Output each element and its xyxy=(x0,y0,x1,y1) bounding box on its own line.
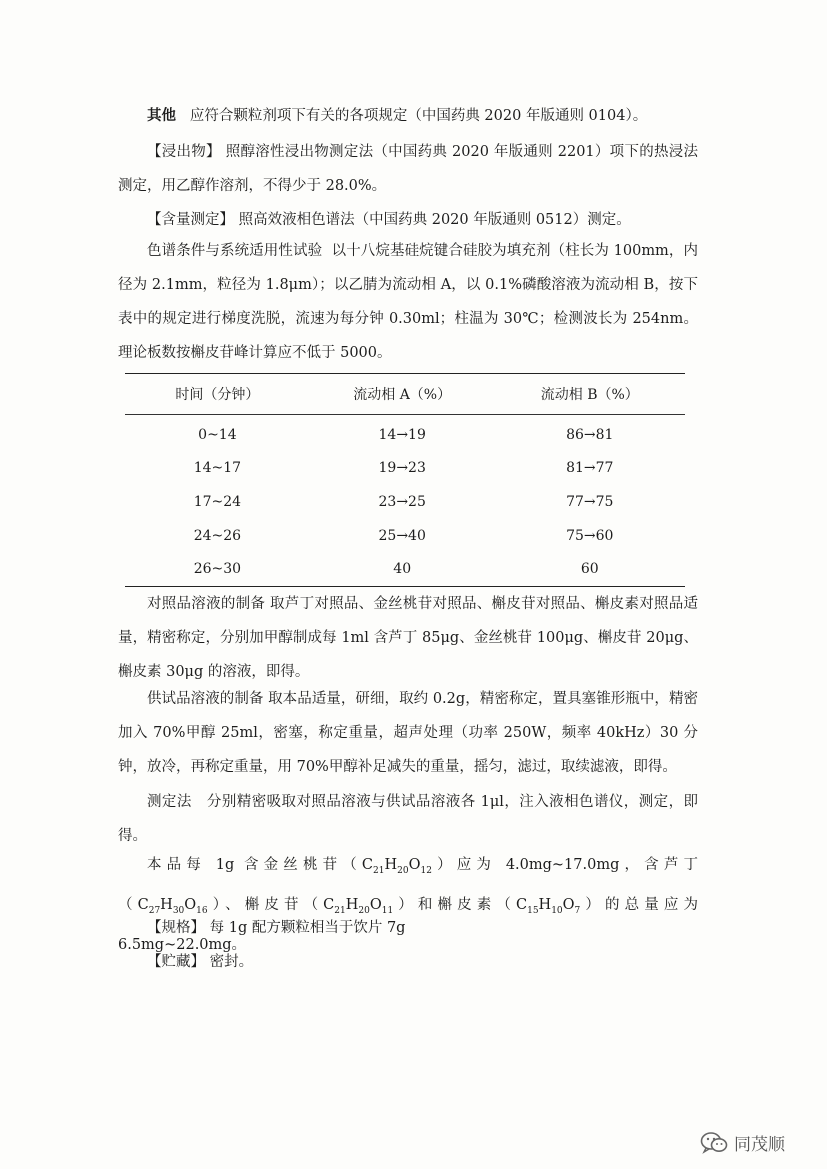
paragraph-content-limits: 本品每 1g 含金丝桃苷$(C_{21}H_{20}O_{12})$应为 4.0mg~17.0mg，含芦丁$(C_{27}H_{30}O_{16})$、槲皮苷$(C_{21}H_{20}O_{11})$和槲皮素$(C_{15}H_{10}O_7)$的总量应为 6.5mg~22.0mg。 xyxy=(118,857,698,953)
paragraph-procedure xyxy=(118,785,698,853)
table-cell: 0~14 xyxy=(198,426,237,443)
section-label: 供试品溶液的制备 xyxy=(147,691,264,707)
paragraph-assay xyxy=(118,203,698,237)
table-cell: 23→25 xyxy=(378,493,426,510)
paragraph-text: 取芦丁对照品、金丝桃苷对照品、槲皮苷对照品、槲皮素对照品适量，精密称定，分别加甲醇制成每 1ml 含芦丁 85μg、金丝桃苷 100μg、槲皮苷 20μg、槲皮素 30μg 的溶液，即得。 xyxy=(118,596,699,680)
gradient-table xyxy=(125,373,685,587)
paragraph-text: 分别精密吸取对照品溶液与供试品溶液各 1μl，注入液相色谱仪，测定，即得。 xyxy=(118,794,699,844)
paragraph-text: 取本品适量，研细，取约 0.2g，精密称定，置具塞锥形瓶中，精密加入 70%甲醇 25ml，密塞，称定重量，超声处理（功率 250W，频率 40kHz）30 分钟，放冷，再称定重量，用 70%甲醇补足减失的重量，摇匀，滤过，取续滤液，即得。 xyxy=(118,691,699,775)
table-cell: 77→75 xyxy=(566,493,614,510)
table-header: 流动相 B（%） xyxy=(540,387,639,403)
table-cell: 19→23 xyxy=(378,460,426,477)
table-row xyxy=(125,485,685,519)
watermark-text: 同茂顺 xyxy=(734,1135,785,1155)
paragraph-extract xyxy=(118,135,698,203)
section-label: 【贮藏】 xyxy=(147,954,205,970)
section-label: 对照品溶液的制备 xyxy=(147,596,266,612)
wechat-icon xyxy=(700,1131,728,1155)
table-cell: 17~24 xyxy=(193,493,242,510)
paragraph-text: 照高效液相色谱法（中国药典 2020 年版通则 0512）测定。 xyxy=(238,212,631,228)
table-row xyxy=(125,519,685,553)
section-label: 【含量测定】 xyxy=(147,212,234,228)
table-header-row xyxy=(125,374,685,415)
table-cell: 60 xyxy=(580,561,599,578)
table-row xyxy=(125,452,685,486)
table-cell: 14→19 xyxy=(378,426,426,443)
paragraph-chromatography xyxy=(118,234,698,370)
table-row xyxy=(125,552,685,586)
table-cell: 24~26 xyxy=(193,527,242,544)
table-header: 时间（分钟） xyxy=(175,387,260,403)
paragraph-reference-solution xyxy=(118,587,698,689)
table-cell: 26~30 xyxy=(193,561,242,578)
table-cell: 86→81 xyxy=(566,426,614,443)
table-cell: 75→60 xyxy=(566,527,614,544)
table-header: 流动相 A（%） xyxy=(353,387,452,403)
paragraph-text: 照醇溶性浸出物测定法（中国药典 2020 年版通则 2201）项下的热浸法测定，用乙醇作溶剂，不得少于 28.0%。 xyxy=(118,144,698,194)
paragraph-text: 应符合颗粒剂项下有关的各项规定（中国药典 2020 年版通则 0104）。 xyxy=(189,108,648,124)
section-label: 【浸出物】 xyxy=(147,144,221,160)
paragraph-test-solution xyxy=(118,682,698,784)
section-label: 测定法 xyxy=(147,794,192,810)
paragraph-other xyxy=(118,99,698,133)
section-label: 色谱条件与系统适用性试验 xyxy=(147,243,323,259)
paragraph-text: 以十八烷基硅烷键合硅胶为填充剂（柱长为 100mm，内径为 2.1mm，粒径为 1.8μm）；以乙腈为流动相 A，以 0.1%磷酸溶液为流动相 B，按下表中的规定进行梯度洗脱，流速为每分钟 0.30ml；柱温为 30℃；检测波长为 254nm。理论板数按槲皮苷峰计算应不低于 5000。 xyxy=(118,243,699,361)
paragraph-specification xyxy=(118,911,698,945)
paragraph-storage xyxy=(118,945,698,979)
paragraph-text: 每 1g 配方颗粒相当于饮片 7g xyxy=(209,920,406,936)
watermark xyxy=(700,1130,785,1155)
paragraph-text: 密封。 xyxy=(209,954,254,970)
section-label: 【规格】 xyxy=(147,920,205,936)
table-cell: 81→77 xyxy=(566,460,614,477)
table-cell: 40 xyxy=(393,561,412,578)
table-cell: 14~17 xyxy=(193,460,242,477)
table-row xyxy=(125,415,685,452)
table-cell: 25→40 xyxy=(378,527,426,544)
section-label: 其他 xyxy=(147,107,176,124)
